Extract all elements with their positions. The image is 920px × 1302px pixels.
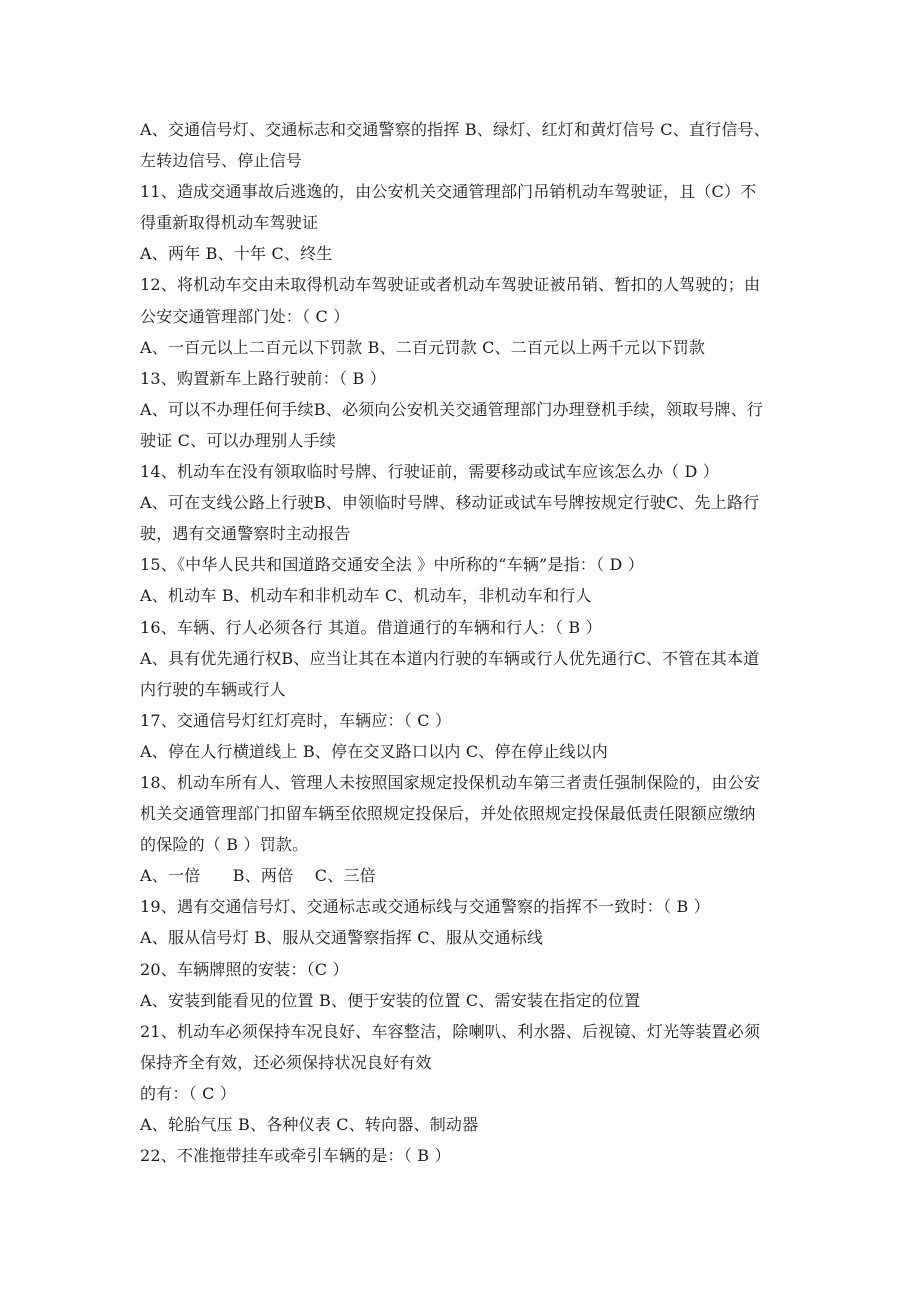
question-line: 22、不准拖带挂车或牵引车辆的是：（ B ） bbox=[140, 1146, 451, 1166]
answer-options-line: 驶证 C、可以办理别人手续 bbox=[140, 430, 336, 450]
question-line: 12、将机动车交由未取得机动车驾驶证或者机动车驾驶证被吊销、暂扣的人驾驶的；由 bbox=[140, 275, 761, 295]
answer-options-line: A、可以不办理任何手续B、必须向公安机关交通管理部门办理登机手续，领取号牌、行 bbox=[140, 399, 764, 419]
question-line: 16、车辆、行人必须各行 其道。借道通行的车辆和行人：（ B ） bbox=[140, 617, 602, 637]
answer-options-line: 内行驶的车辆或行人 bbox=[140, 679, 286, 699]
question-line: 的有：（ C ） bbox=[140, 1083, 237, 1103]
question-line: 公安交通管理部门处：（ C ） bbox=[140, 306, 350, 326]
document-body bbox=[140, 114, 800, 1171]
answer-options-line: A、可在支线公路上行驶B、申领临时号牌、移动证或试车号牌按规定行驶C、先上路行 bbox=[140, 493, 760, 513]
question-line: 11、造成交通事故后逃逸的，由公安机关交通管理部门吊销机动车驾驶证，且（C）不 bbox=[140, 182, 757, 202]
question-line: 15、《中华人民共和国道路交通安全法 》中所称的“车辆”是指：（ D ） bbox=[140, 555, 645, 575]
question-line: 的保险的（ B ）罚款。 bbox=[140, 835, 309, 855]
question-line: 保持齐全有效，还必须保持状况良好有效 bbox=[140, 1052, 432, 1072]
question-line: 17、交通信号灯红灯亮时，车辆应：（ C ） bbox=[140, 710, 452, 730]
answer-options-line: A、安装到能看见的位置 B、便于安装的位置 C、需安装在指定的位置 bbox=[140, 990, 641, 1010]
question-line: 18、机动车所有人、管理人未按照国家规定投保机动车第三者责任强制保险的，由公安 bbox=[140, 772, 761, 792]
answer-options-line: A、停在人行横道线上 B、停在交叉路口以内 C、停在停止线以内 bbox=[140, 741, 608, 761]
question-line: 13、购置新车上路行驶前：（ B ） bbox=[140, 368, 386, 388]
answer-options-line: 左转边信号、停止信号 bbox=[140, 151, 303, 171]
answer-options-line: A、一百元以上二百元以下罚款 B、二百元罚款 C、二百元以上两千元以下罚款 bbox=[140, 337, 706, 357]
question-line: 14、机动车在没有领取临时号牌、行驶证前，需要移动或试车应该怎么办（ D ） bbox=[140, 462, 719, 482]
answer-options-line: A、交通信号灯、交通标志和交通警察的指挥 B、绿灯、红灯和黄灯信号 C、直行信号、 bbox=[140, 120, 770, 139]
question-line: 19、遇有交通信号灯、交通标志或交通标线与交通警察的指挥不一致时：（ B ） bbox=[140, 897, 710, 917]
answer-options-line: 驶，遇有交通警察时主动报告 bbox=[140, 524, 351, 544]
answer-options-line: A、机动车 B、机动车和非机动车 C、机动车，非机动车和行人 bbox=[140, 586, 592, 606]
question-line: 20、车辆牌照的安装：（C ） bbox=[140, 959, 349, 979]
question-line: 得重新取得机动车驾驶证 bbox=[140, 213, 319, 233]
question-line: 21、机动车必须保持车况良好、车容整洁，除喇叭、利水器、后视镜、灯光等装置必须 bbox=[140, 1021, 761, 1041]
answer-options-line: A、服从信号灯 B、服从交通警察指挥 C、服从交通标线 bbox=[140, 928, 544, 948]
question-line: 机关交通管理部门扣留车辆至依照规定投保后，并处依照规定投保最低责任限额应缴纳 bbox=[140, 804, 756, 824]
answer-options-line: A、两年 B、十年 C、终生 bbox=[140, 244, 333, 264]
answer-options-line: A、一倍 B、两倍 C、三倍 bbox=[140, 866, 376, 886]
answer-options-line: A、具有优先通行权B、应当让其在本道内行驶的车辆或行人优先通行C、不管在其本道 bbox=[140, 648, 760, 668]
answer-options-line: A、轮胎气压 B、各种仪表 C、转向器、制动器 bbox=[140, 1115, 479, 1134]
